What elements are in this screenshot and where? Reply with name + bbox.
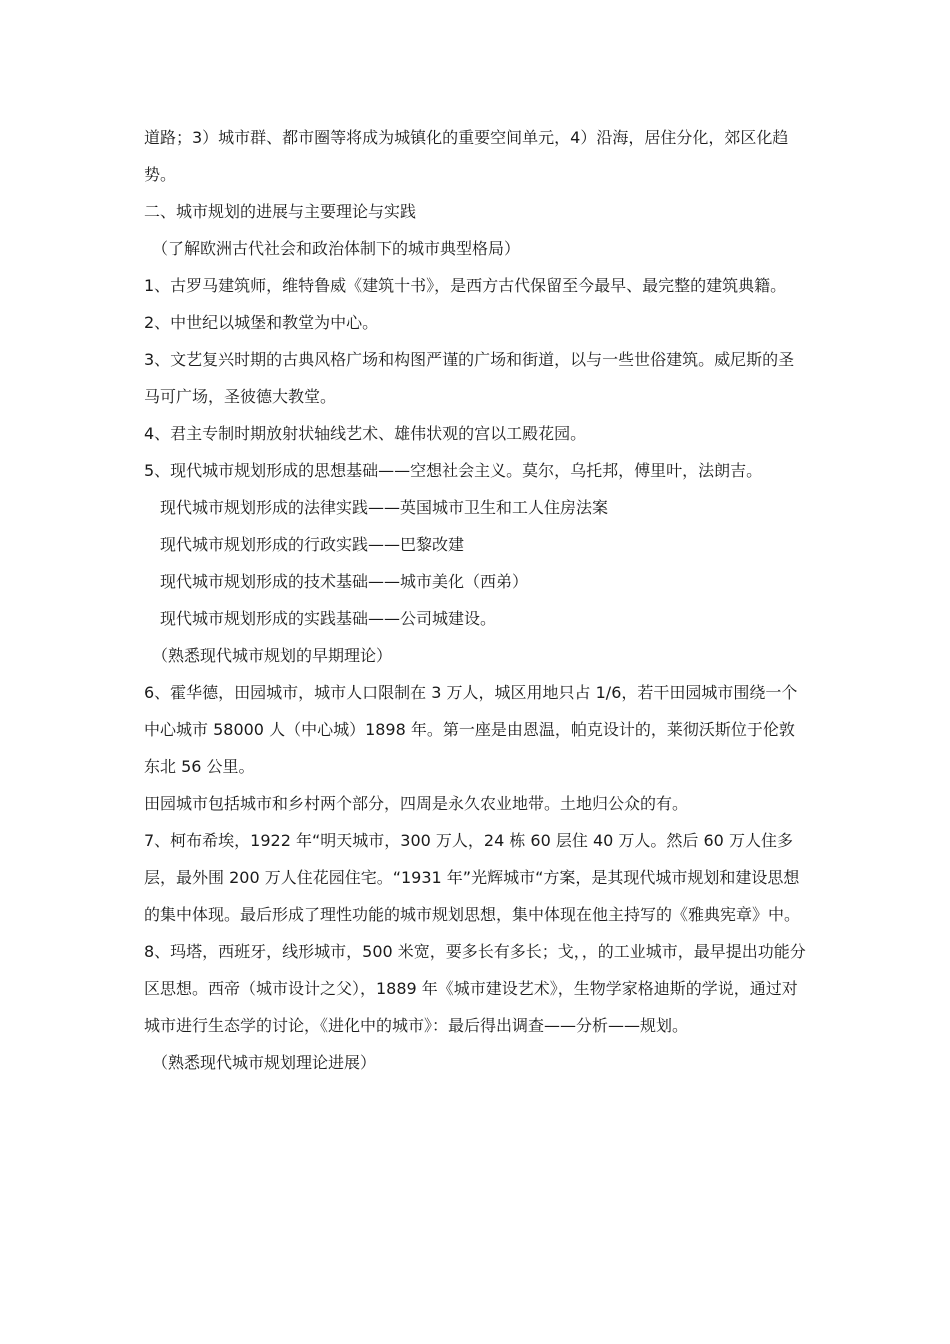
paragraph-urbanization-trends: 道路；3）城市群、都市圈等将成为城镇化的重要空间单元，4）沿海，居住分化，郊区化趋势。: [144, 128, 789, 184]
document-body: [144, 119, 810, 1081]
section-heading-planning-theory: 二、城市规划的进展与主要理论与实践: [144, 202, 417, 221]
list-item-4-absolute-monarchy: 4、君主专制时期放射状轴线艺术、雄伟状观的宫以工殿花园。: [144, 424, 587, 443]
list-item-3-renaissance: 3、文艺复兴时期的古典风格广场和构图严谨的广场和街道，以与一些世俗建筑。威尼斯的圣马可广场，圣彼德大教堂。: [144, 350, 795, 406]
sub-item-administrative-practice: 现代城市规划形成的行政实践——巴黎改建: [160, 535, 465, 554]
list-item-7-le-corbusier: 7、柯布希埃，1922 年“明天城市，300 万人，24 栋 60 层住 40 万人。然后 60 万人住多层，最外围 200 万人住花园住宅。“1931 年”光辉城市“方案，是其现代城市规划和建设思想的集中体现。最后形成了理性功能的城市规划思想，集中体现在他主持写的《雅典宪章》中。: [144, 831, 801, 924]
sub-item-legal-practice: 现代城市规划形成的法律实践——英国城市卫生和工人住房法案: [160, 498, 609, 517]
study-note-ancient-europe: （了解欧洲古代社会和政治体制下的城市典型格局）: [152, 239, 521, 258]
list-item-2-middle-ages: 2、中世纪以城堡和教堂为中心。: [144, 313, 379, 332]
list-item-8-linear-city: 8、玛塔，西班牙，线形城市，500 米宽，要多长有多长；戈，，的工业城市，最早提出功能分区思想。西帝（城市设计之父），1889 年《城市建设艺术》，生物学家格迪斯的学说，通过对城市进行生态学的讨论，《进化中的城市》：最后得出调查——分析——规划。: [144, 942, 806, 1035]
study-note-early-theory: （熟悉现代城市规划的早期理论）: [152, 646, 393, 665]
study-note-theory-progress: （熟悉现代城市规划理论进展）: [152, 1053, 377, 1072]
paragraph-garden-city-detail: 田园城市包括城市和乡村两个部分，四周是永久农业地带。土地归公众的有。: [144, 794, 689, 813]
sub-item-technical-basis: 现代城市规划形成的技术基础——城市美化（西弟）: [160, 572, 529, 591]
list-item-6-garden-city: 6、霍华德，田园城市，城市人口限制在 3 万人，城区用地只占 1/6，若干田园城市围绕一个中心城市 58000 人（中心城）1898 年。第一座是由恩温，帕克设计的，莱彻沃斯位于伦敦东北 56 公里。: [144, 683, 798, 776]
sub-item-practical-basis: 现代城市规划形成的实践基础——公司城建设。: [160, 609, 497, 628]
list-item-5-utopian-socialism: 5、现代城市规划形成的思想基础——空想社会主义。莫尔，乌托邦，傅里叶，法朗吉。: [144, 461, 763, 480]
list-item-1-vitruvius: 1、古罗马建筑师，维特鲁威《建筑十书》，是西方古代保留至今最早、最完整的建筑典籍。: [144, 276, 787, 295]
